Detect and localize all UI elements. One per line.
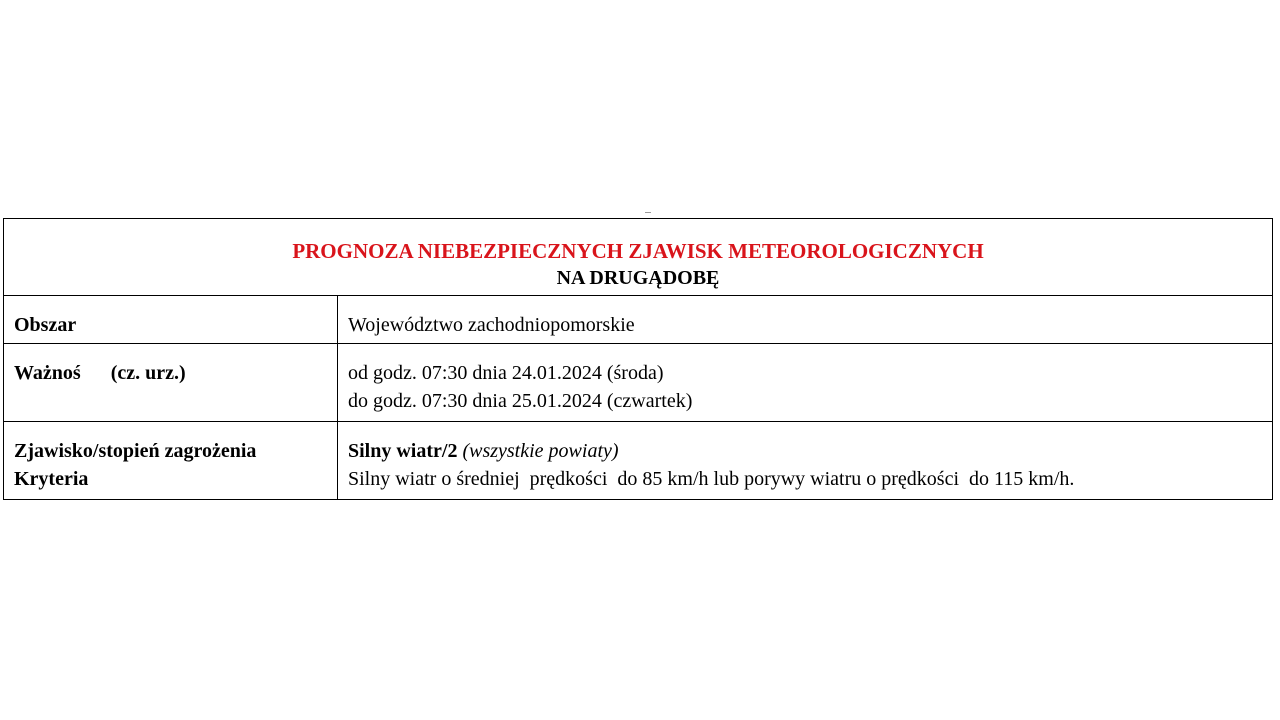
phenomenon-label-cell bbox=[4, 422, 338, 499]
warning-header bbox=[4, 219, 1272, 296]
phenomenon-value bbox=[348, 437, 1262, 465]
phenomenon-level: Silny wiatr/2 bbox=[348, 440, 458, 462]
validity-label-suffix: (cz. urz.) bbox=[110, 362, 186, 384]
validity-to: do godz. 07:30 dnia 25.01.2024 (czwartek) bbox=[348, 390, 693, 412]
validity-label-cell bbox=[4, 344, 338, 421]
warning-table bbox=[3, 218, 1273, 500]
area-value: Województwo zachodniopomorskie bbox=[348, 314, 635, 336]
validity-label: Ważnoś bbox=[14, 362, 81, 384]
table-row-phenomenon bbox=[4, 422, 1272, 499]
criteria-label: Kryteria bbox=[14, 468, 89, 490]
phenomenon-value-cell bbox=[338, 422, 1272, 499]
warning-subtitle: NA DRUGĄDOBĘ bbox=[556, 267, 720, 289]
table-row-validity bbox=[4, 344, 1272, 422]
table-row-area bbox=[4, 296, 1272, 344]
phenomenon-scope: (wszystkie powiaty) bbox=[462, 440, 619, 462]
validity-value-cell bbox=[338, 344, 1272, 421]
warning-title: PROGNOZA NIEBEZPIECZNYCH ZJAWISK METEOROLOGICZNYCH bbox=[292, 239, 984, 263]
scan-artifact-mark bbox=[645, 212, 651, 216]
phenomenon-label: Zjawisko/stopień zagrożenia bbox=[14, 440, 257, 462]
validity-from: od godz. 07:30 dnia 24.01.2024 (środa) bbox=[348, 362, 664, 384]
area-label: Obszar bbox=[4, 296, 338, 343]
criteria-value: Silny wiatr o średniej prędkości do 85 km/h lub porywy wiatru o prędkości do 115 km/h. bbox=[348, 468, 1075, 490]
